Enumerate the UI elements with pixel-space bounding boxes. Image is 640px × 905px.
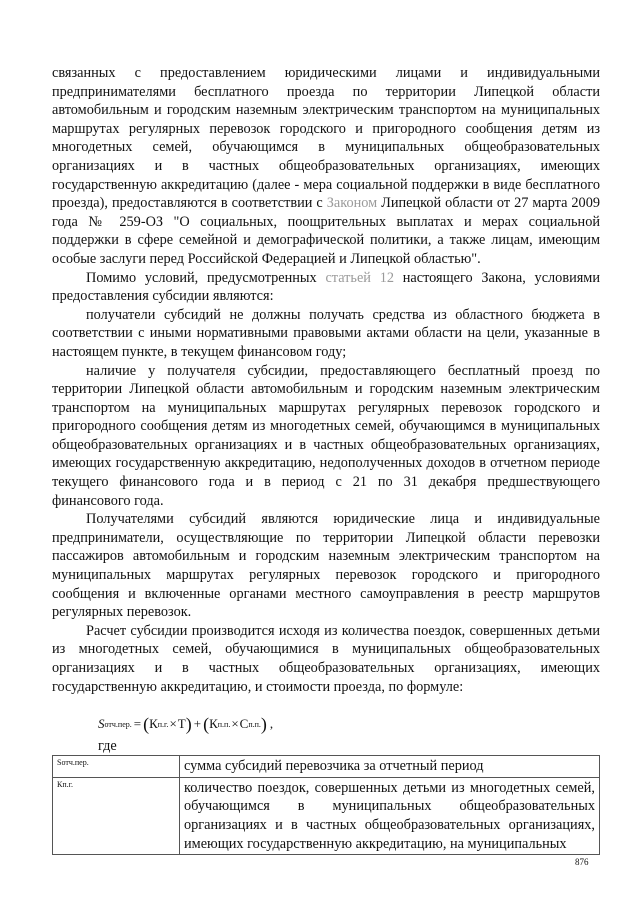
paragraph-3: получатели субсидий не должны получать средства из областного бюджета в соответствии с иными нормативными правовыми актами области на цели, указанные в настоящем пункте, в текущем финансовом году; <box>52 306 600 360</box>
paragraph-6: Расчет субсидии производится исходя из количества поездок, совершенных детьми из многодетных семей, обучающимися в муниципальных общеобразовательных организациях и в частных общеобразовательных организациях, имеющих государственную аккредитацию, и стоимости проезда, по формуле: <box>52 622 600 695</box>
definition-symbol: Sотч.пер. <box>53 756 180 778</box>
paragraph-1: связанных с предоставлением юридическими лицами и индивидуальными предпринимателями бесплатного проезда по территории Липецкой области автомобильным и городским наземным электрическим транспортом на муниципальных маршрутах регулярных перевозок городского и пригородного сообщения детям из многодетных семей, обучающимся в муниципальных общеобразовательных организациях и в частных общеобразовательных организациях, имеющих государственную аккредитацию (далее - мера социальной поддержки в виде бесплатного проезда), предоставляются в соответствии с Законом Липецкой области от 27 марта 2009 года № 259-ОЗ "О социальных, поощрительных выплатах и мерах социальной поддержки в сфере семейной и демографической политики, а также лицам, имеющим особые заслуги перед Российской Федерацией и Липецкой областью". <box>52 65 600 267</box>
document-body <box>52 64 600 855</box>
law-link[interactable]: Законом <box>326 195 378 212</box>
paragraph-4: наличие у получателя субсидии, предоставляющего бесплатный проезд по территории Липецкой области автомобильным и городским наземным электрическим транспортом на муниципальных маршрутах регулярных перевозок городского и пригородного сообщения детям из многодетных семей, обучающимся в муниципальных общеобразовательных организациях и в частных общеобразовательных организациях, имеющих государственную аккредитацию, недополученных доходов в отчетном периоде текущего финансового года и в период с 21 по 31 декабря предшествующего финансового года. <box>52 362 600 509</box>
where-label: где <box>98 738 117 755</box>
page-number: 876 <box>575 857 589 867</box>
subsidy-formula: S отч.пер. = ( К п.г. × Т ) + ( К п.п. × С п.п. ) , <box>98 714 274 735</box>
definition-text: количество поездок, совершенных детьми из многодетных семей, обучающимся в муниципальных общеобразовательных организациях и в частных общеобразовательных организациях, имеющих государственную аккредитацию, на муниципальных <box>180 777 600 854</box>
paragraph-5: Получателями субсидий являются юридические лица и индивидуальные предприниматели, осуществляющие по территории Липецкой области перевозки пассажиров автомобильным и городским наземным электрическим транспортом на муниципальных маршрутах регулярных перевозок городского и пригородного сообщения и включенные органами местного самоуправления в реестр маршрутов регулярных перевозок. <box>52 511 600 621</box>
article-link[interactable]: статьей 12 <box>325 269 394 286</box>
definition-symbol: Кп.г. <box>53 777 180 854</box>
definitions-table <box>52 755 600 855</box>
definition-text: сумма субсидий перевозчика за отчетный период <box>180 756 600 778</box>
table-row <box>53 777 600 854</box>
table-row <box>53 756 600 778</box>
paragraph-2: Помимо условий, предусмотренных статьей 12 настоящего Закона, условиями предоставления субсидии являются: <box>52 269 600 305</box>
